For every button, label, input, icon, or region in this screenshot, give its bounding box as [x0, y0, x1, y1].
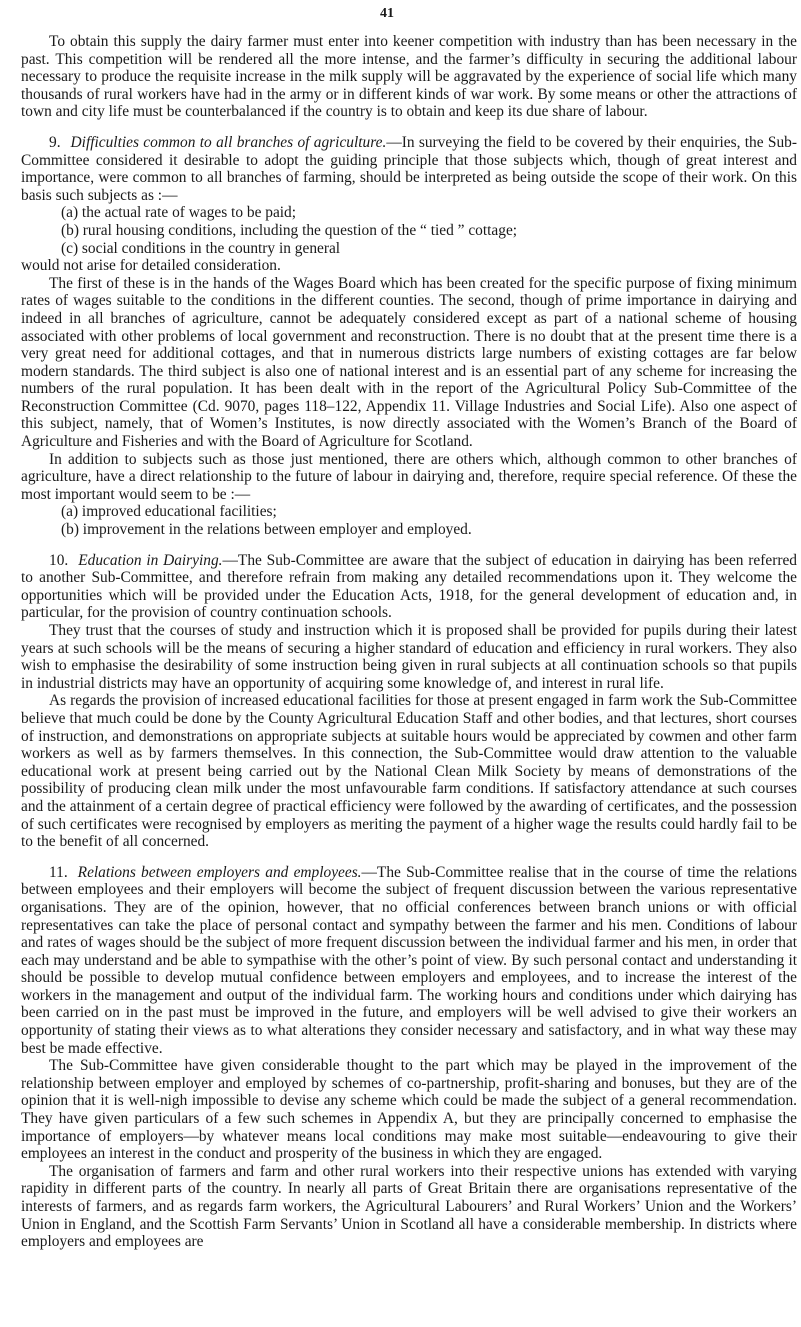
section-9-paragraph-3: In addition to subjects such as those just mentioned, there are others which, although common to other branches of agriculture, have a direct relationship to the future of labour in dairying and, therefore, require special reference. Of these the most important would seem to be :—: [21, 450, 797, 503]
section-9-number: 9.: [49, 133, 61, 151]
section-11-number: 11.: [49, 863, 68, 881]
section-10-heading: Education in Dairying.: [78, 551, 223, 569]
section-9-list-item: (b) improvement in the relations between employer and employed.: [61, 521, 472, 539]
section-9-list-item: (b) rural housing conditions, including the question of the “ tied ” cottage;: [61, 221, 518, 239]
intro-paragraph: To obtain this supply the dairy farmer must enter into keener competition with industry than has been necessary in the past. This competition will be rendered all the more intense, and the farmer’s difficulty in securing the additional labour necessary to produce the requisite increase in the milk supply will be aggravated by the experience of social life which many thousands of rural workers have had in the army or in different kinds of war work. By some means or other the attractions of town and city life must be counterbalanced if the country is to obtain and keep its due share of labour.: [21, 33, 797, 121]
page-number: 41: [380, 6, 394, 21]
section-11-heading: Relations between employers and employees.: [77, 863, 362, 881]
section-9-list-item: (c) social conditions in the country in general: [61, 239, 341, 257]
section-9-text: —In surveying the field to be covered by their enquiries, the Sub-Committee considered it desirable to adopt the guiding principle that those subjects which, though of great interest and importance, were common to all branches of farming, should be interpreted as being outside the scope of their work. On this basis such subjects as :—: [21, 133, 797, 204]
section-9-paragraph-2: The first of these is in the hands of the Wages Board which has been created for the specific purpose of fixing minimum rates of wages suitable to the conditions in the different counties. The second, though of prime importance in dairying and indeed in all branches of agriculture, cannot be adequately considered except as part of a national scheme of housing associated with other problems of local government and reconstruction. There is no doubt that at the present time there is a very great need for additional cottages, and that in numerous districts large numbers of existing cottages are far below modern standards. The third subject is also one of national interest and is an essential part of any scheme for increasing the numbers of the rural population. It has been dealt with in the report of the Agricultural Policy Sub-Committee of the Reconstruction Committee (Cd. 9070, pages 118–122, Appendix 11. Village Industries and Social Life). Also one aspect of this subject, namely, that of Women’s Institutes, is now directly associated with the Women’s Branch of the Board of Agriculture and Fisheries and with the Board of Agriculture for Scotland.: [21, 274, 797, 451]
section-11-paragraph: [21, 864, 797, 1058]
section-10-text: —The Sub-Committee are aware that the subject of education in dairying has been referred to another Sub-Committee, and therefore refrain from making any detailed recommendations upon it. They welcome the opportunities which will be provided under the Education Acts, 1918, for the general development of education and, in particular, for the provision of country continuation schools.: [21, 551, 797, 622]
section-9-list-item: (a) improved educational facilities;: [61, 503, 277, 521]
section-11-paragraph-3: The organisation of farmers and farm and other rural workers into their respective unions has extended with varying rapidity in different parts of the country. In nearly all parts of Great Britain there are organisations representative of the interests of farmers, and as regards farm workers, the Agricultural Labourers’ and Rural Workers’ Union and the Workers’ Union in England, and the Scottish Farm Servants’ Union in Scotland all have a considerable membership. In districts where employers and employees are: [21, 1162, 797, 1251]
section-10-paragraph: [21, 552, 797, 622]
section-9-closing: would not arise for detailed consideration.: [21, 257, 281, 275]
section-10-number: 10.: [49, 551, 69, 569]
section-9-list-item: (a) the actual rate of wages to be paid;: [61, 204, 297, 222]
section-11-paragraph-2: The Sub-Committee have given considerable thought to the part which may be played in the improvement of the relationship between employer and employed by schemes of co-partnership, profit-sharing and bonuses, but they are of the opinion that it is well-nigh impossible to devise any scheme which could be made the subject of a general recommendation. They have given particulars of a few such schemes in Appendix A, but they are principally concerned to emphasise the importance of employers—by whatever means local conditions may make most suitable—endeavouring to give their employees an interest in the conduct and prosperity of the business in which they are engaged.: [21, 1057, 797, 1163]
section-9-paragraph: [21, 134, 797, 204]
section-10-paragraph-3: As regards the provision of increased educational facilities for those at present engaged in farm work the Sub-Committee believe that much could be done by the County Agricultural Education Staff and other bodies, and that lectures, short courses of instruction, and demonstrations on appropriate subjects at suitable hours would be appreciated by cowmen and other farm workers as well as by farmers themselves. In this connection, the Sub-Committee would draw attention to the valuable educational work at present being carried out by the National Clean Milk Society by means of demonstrations of the possibility of producing clean milk under the most unfavourable farm conditions. If satisfactory attendance at such courses and the attainment of a certain degree of practical efficiency were followed by the awarding of certificates, and the possession of such certificates were recognised by employers as meriting the payment of a higher wage the results could hardly fail to be to the benefit of all concerned.: [21, 692, 797, 851]
page-body: [21, 33, 797, 1251]
section-10-paragraph-2: They trust that the courses of study and instruction which it is proposed shall be provided for pupils during their latest years at such schools will be the means of securing a higher standard of education and efficiency in rural workers. They also wish to emphasise the desirability of some instruction being given in rural subjects at all continuation schools so that pupils in industrial districts may have an opportunity of acquiring some knowledge of, and interest in rural life.: [21, 622, 797, 692]
section-11-text: —The Sub-Committee realise that in the course of time the relations between employees and their employers will become the subject of frequent discussion between the various representative organisations. They are of the opinion, however, that no official conferences between branch unions or with official representatives can take the place of personal contact and sympathy between the farmer and his men. Conditions of labour and rates of wages should be the subject of more frequent discussion between the individual farmer and his men, in order that each may understand and be able to sympathise with the other’s point of view. By such personal contact and understanding it should be possible to develop mutual confidence between employers and employees, and to increase the interest of the workers in the management and output of the individual farm. The working hours and conditions under which dairying has been carried on in the past must be improved in the future, and employers will be well advised to give their workers an opportunity of stating their views as to what alterations they consider necessary and satisfactory, and in what way these may best be made effective.: [21, 863, 797, 1057]
section-9-heading: Difficulties common to all branches of agriculture.: [70, 133, 387, 151]
